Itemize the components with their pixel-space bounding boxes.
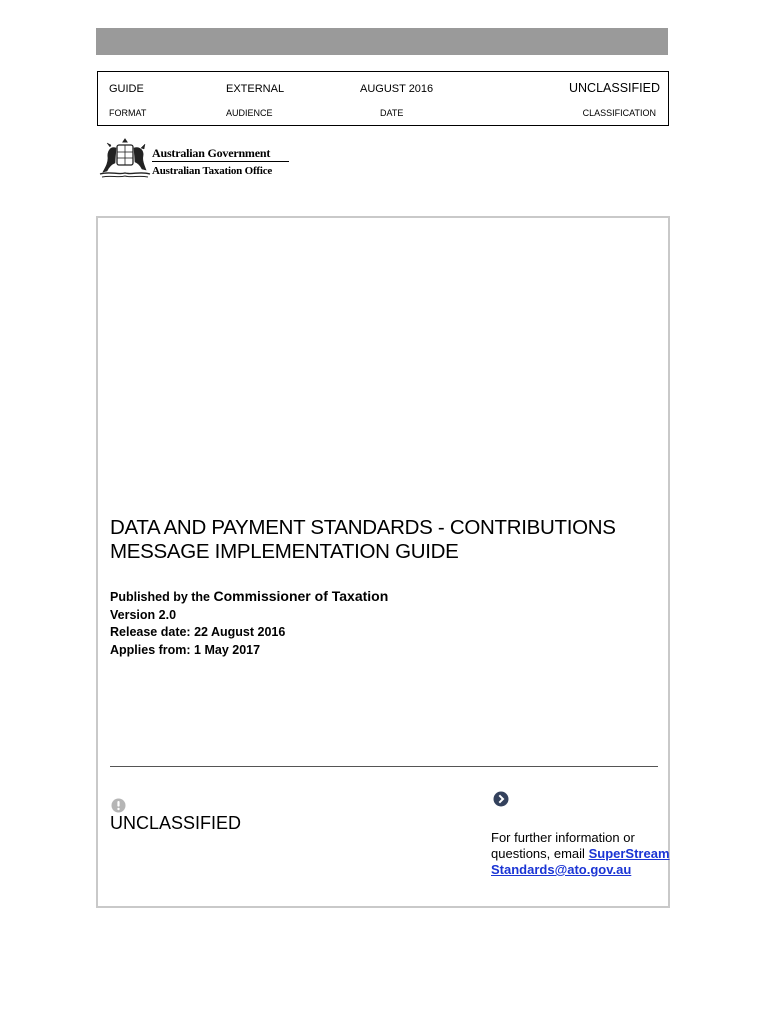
format-label: FORMAT — [109, 108, 147, 118]
chevron-right-circle-icon — [493, 791, 509, 807]
further-info — [491, 830, 671, 878]
applies-from: Applies from: 1 May 2017 — [110, 642, 261, 657]
coat-of-arms-icon — [96, 136, 154, 182]
footer-divider — [110, 766, 658, 767]
document-meta-table — [97, 71, 669, 126]
title-line-2: MESSAGE IMPLEMENTATION GUIDE — [110, 540, 459, 563]
government-name: Australian Government — [152, 146, 271, 160]
audience-value: EXTERNAL — [226, 83, 285, 95]
publication-details — [110, 588, 388, 659]
audience-label: AUDIENCE — [226, 108, 273, 118]
ato-logo — [96, 136, 296, 182]
document-title — [110, 516, 616, 564]
date-label: DATE — [380, 108, 404, 118]
version: Version 2.0 — [110, 607, 177, 622]
exclamation-circle-icon — [111, 798, 126, 813]
cover-panel — [96, 216, 670, 908]
classification-label: CLASSIFICATION — [582, 108, 656, 118]
agency-name: Australian Taxation Office — [152, 165, 273, 177]
title-line-1: DATA AND PAYMENT STANDARDS - CONTRIBUTIONS — [110, 516, 616, 539]
classification-value: UNCLASSIFIED — [569, 81, 660, 95]
format-value: GUIDE — [109, 83, 144, 95]
further-info-text: For further information or questions, email — [491, 830, 635, 861]
email-link[interactable]: SuperStreamStandards@ato.gov.au — [491, 846, 670, 877]
header-bar — [96, 28, 668, 55]
release-date: Release date: 22 August 2016 — [110, 625, 286, 639]
published-by: Published by the Commissioner of Taxation — [110, 588, 389, 604]
date-value: AUGUST 2016 — [360, 83, 434, 95]
footer-classification: UNCLASSIFIED — [110, 813, 242, 833]
logo-divider — [152, 161, 289, 162]
